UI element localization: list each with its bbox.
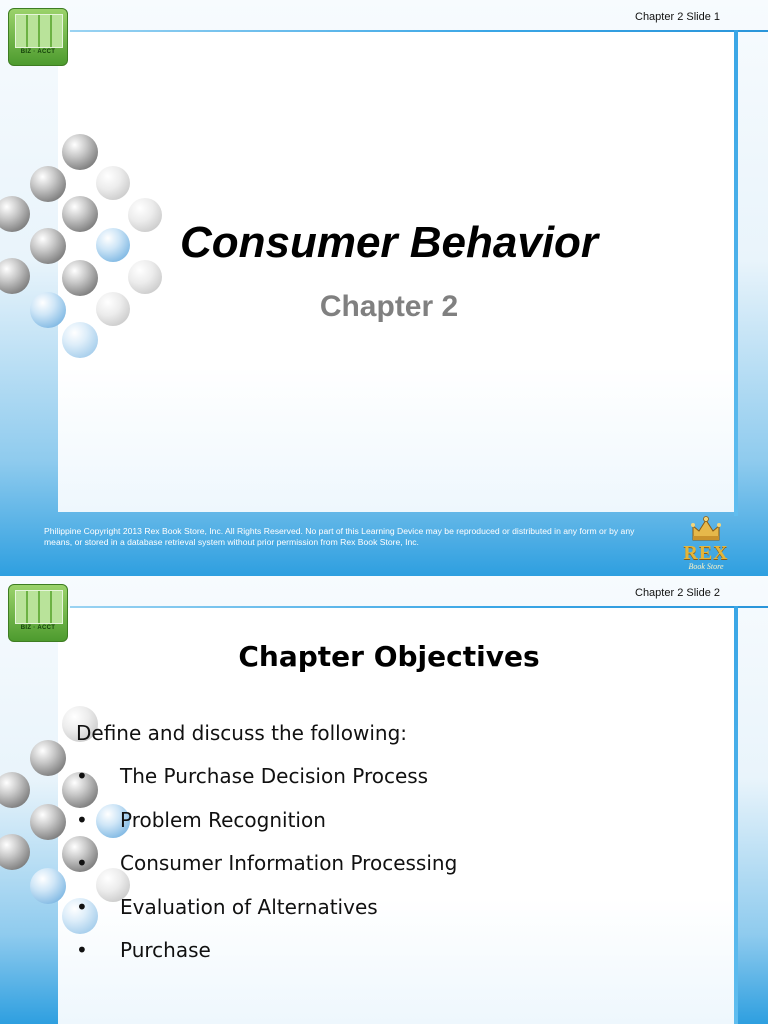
slide-number: Chapter 2 Slide 1 (635, 11, 720, 23)
rex-book-store-logo (676, 514, 736, 576)
slide-title: Chapter Objectives (238, 640, 540, 673)
logo-label: BIZ · ACCT (20, 49, 56, 55)
slide-2 (0, 576, 768, 1024)
objectives-list (76, 764, 457, 982)
list-item-label: Evaluation of Alternatives (120, 894, 378, 919)
slide-title: Consumer Behavior (179, 218, 599, 267)
copyright-notice: Philippine Copyright 2013 Rex Book Store, Inc. All Rights Reserved. No part of this Learning Device may be reproduced or distributed in any form or by any means, or stored in a database retrieval system without prior permission from Rex Book Store, Inc. (44, 526, 635, 547)
rex-tagline: Book Store (688, 562, 724, 571)
list-item-label: Problem Recognition (120, 807, 326, 832)
list-item-label: The Purchase Decision Process (120, 764, 429, 788)
bullet-icon: • (76, 851, 88, 875)
decorative-spheres (0, 0, 180, 420)
list-item (76, 895, 457, 939)
slide-subtitle: Chapter 2 (319, 290, 459, 323)
bullet-icon: • (76, 894, 88, 919)
bullet-icon: • (76, 764, 88, 788)
logo-label: BIZ · ACCT (20, 625, 56, 631)
list-item (76, 764, 457, 808)
bullet-icon: • (76, 938, 88, 962)
list-item (76, 851, 457, 895)
slide-number: Chapter 2 Slide 2 (635, 587, 720, 599)
list-item (76, 938, 457, 982)
rex-wordmark: REX (683, 542, 729, 564)
list-item (76, 808, 457, 852)
list-item-label: Purchase (120, 938, 211, 962)
crown-icon (690, 514, 722, 542)
objectives-intro: Define and discuss the following: (76, 721, 407, 745)
bullet-icon: • (76, 807, 88, 832)
right-rule (734, 30, 738, 516)
list-item-label: Consumer Information Processing (120, 851, 458, 875)
